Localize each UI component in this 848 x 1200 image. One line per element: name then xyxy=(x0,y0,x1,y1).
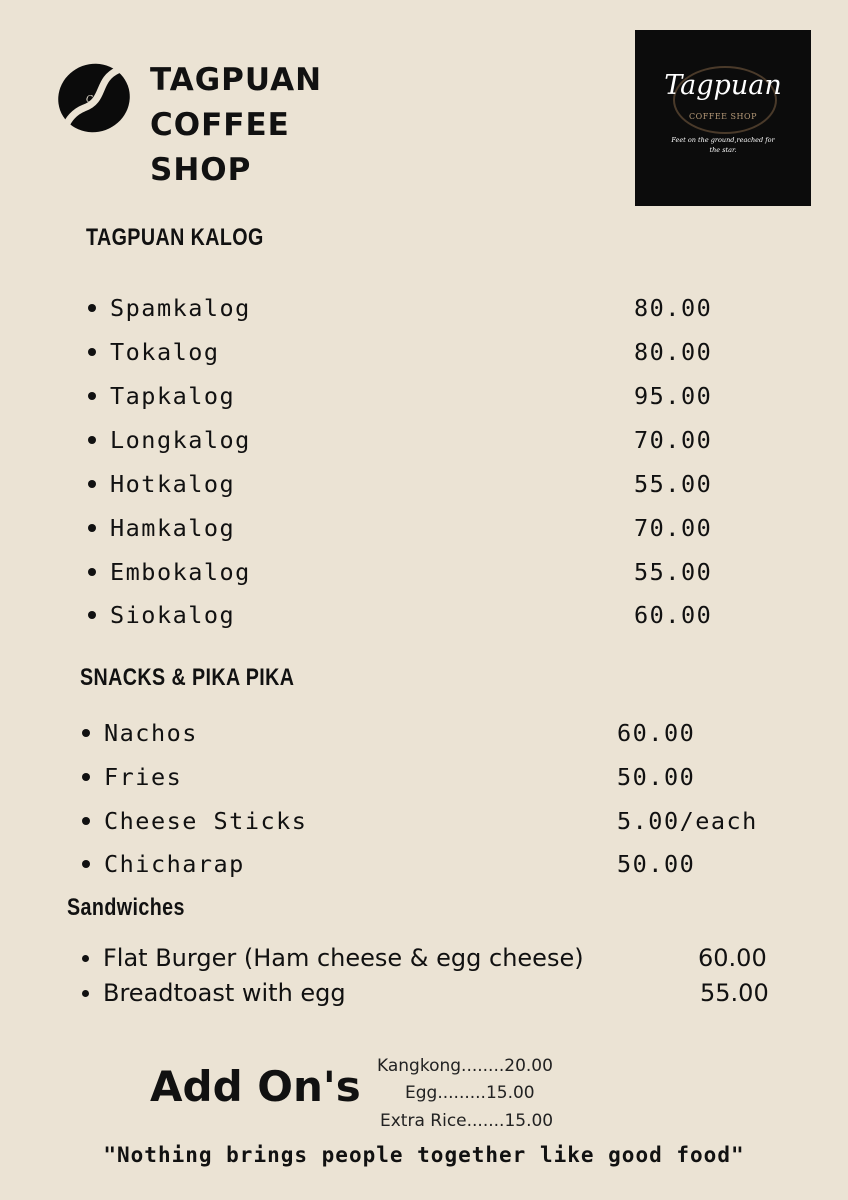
item-name: Hamkalog xyxy=(110,514,236,542)
svg-text:C: C xyxy=(86,95,93,105)
bullet-icon xyxy=(88,392,96,400)
bullet-icon xyxy=(82,817,90,825)
item-name: Chicharap xyxy=(104,850,245,878)
brand-logo xyxy=(635,30,811,206)
addon-item: Egg.........15.00 xyxy=(405,1083,535,1103)
bullet-icon xyxy=(82,773,90,781)
item-name: Cheese Sticks xyxy=(104,807,308,835)
item-name: Breadtoast with egg xyxy=(103,979,346,1007)
item-price: 60.00 xyxy=(698,944,767,972)
menu-item xyxy=(82,979,346,1007)
bullet-icon xyxy=(88,304,96,312)
menu-item xyxy=(88,601,235,629)
bullet-icon xyxy=(82,955,89,962)
item-name: Tokalog xyxy=(110,338,220,366)
addon-item: Kangkong........20.00 xyxy=(377,1056,553,1076)
menu-item xyxy=(88,514,235,542)
menu-item xyxy=(88,470,235,498)
section-title-snacks: SNACKS & PIKA PIKA xyxy=(80,664,295,691)
bullet-icon xyxy=(88,611,96,619)
bullet-icon xyxy=(82,990,89,997)
item-name: Longkalog xyxy=(110,426,251,454)
bullet-icon xyxy=(82,860,90,868)
item-price: 50.00 xyxy=(617,763,696,791)
bullet-icon xyxy=(88,436,96,444)
menu-item xyxy=(88,382,235,410)
item-name: Siokalog xyxy=(110,601,236,629)
menu-item xyxy=(82,719,198,747)
item-price: 70.00 xyxy=(634,426,713,454)
item-name: Spamkalog xyxy=(110,294,251,322)
section-title-kalog: TAGPUAN KALOG xyxy=(86,224,264,251)
shop-name-line3: SHOP xyxy=(150,152,252,188)
bullet-icon xyxy=(88,568,96,576)
item-price: 95.00 xyxy=(634,382,713,410)
menu-item xyxy=(82,763,182,791)
item-price: 60.00 xyxy=(617,719,696,747)
logo-tagline: Feet on the ground,reached for the star. xyxy=(671,136,775,154)
shop-name xyxy=(150,58,350,193)
item-price: 80.00 xyxy=(634,338,713,366)
item-price: 60.00 xyxy=(634,601,713,629)
item-price: 55.00 xyxy=(634,470,713,498)
item-name: Nachos xyxy=(104,719,198,747)
shop-name-line1: TAGPUAN xyxy=(150,62,323,98)
item-price: 55.00 xyxy=(700,979,769,1007)
menu-item xyxy=(82,850,245,878)
addon-item: Extra Rice.......15.00 xyxy=(380,1111,554,1131)
coffee-bean-logo-icon xyxy=(56,60,132,136)
menu-item xyxy=(82,944,584,972)
item-price: 5.00/each xyxy=(617,807,758,835)
bullet-icon xyxy=(82,729,90,737)
menu-item xyxy=(88,426,251,454)
item-price: 70.00 xyxy=(634,514,713,542)
item-name: Fries xyxy=(104,763,183,791)
item-price: 80.00 xyxy=(634,294,713,322)
menu-item xyxy=(88,338,220,366)
bullet-icon xyxy=(88,480,96,488)
menu-item xyxy=(88,558,251,586)
footer-quote: "Nothing brings people together like good food" xyxy=(103,1143,745,1167)
logo-title: Tagpuan xyxy=(664,70,782,101)
item-name: Embokalog xyxy=(110,558,251,586)
menu-item xyxy=(88,294,251,322)
item-name: Flat Burger (Ham cheese & egg cheese) xyxy=(103,944,584,972)
item-price: 50.00 xyxy=(617,850,696,878)
addons-title: Add On's xyxy=(150,1062,361,1111)
bullet-icon xyxy=(88,524,96,532)
item-name: Tapkalog xyxy=(110,382,236,410)
shop-name-line2: COFFEE xyxy=(150,107,290,143)
section-title-sandwiches: Sandwiches xyxy=(67,894,185,921)
item-price: 55.00 xyxy=(634,558,713,586)
bullet-icon xyxy=(88,348,96,356)
menu-item xyxy=(82,807,307,835)
logo-subtitle: COFFEE SHOP xyxy=(689,112,757,121)
item-name: Hotkalog xyxy=(110,470,236,498)
